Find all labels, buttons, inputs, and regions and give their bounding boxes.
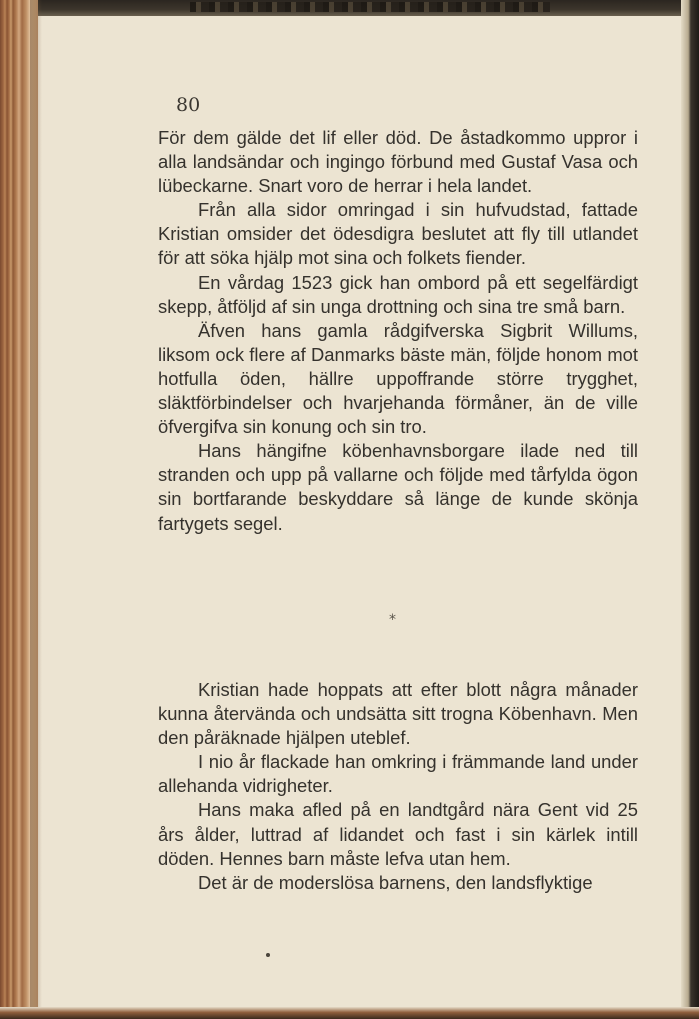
gutter-shadow [30, 0, 42, 1019]
paragraph: Kristian hade hoppats att efter blott några månader kunna återvända och undsätta sitt trogna Köbenhavn. Men den påräknade hjälpen uteblef. [158, 679, 638, 749]
text-section-1 [158, 126, 638, 536]
bottom-page-edge [0, 1007, 699, 1019]
paragraph: En vårdag 1523 gick han ombord på ett segelfärdigt skepp, åtföljd af sin unga drottning och sina tre små barn. [158, 271, 638, 317]
text-section-2 [158, 678, 638, 895]
paper-speck [266, 953, 270, 957]
binding-texture [190, 2, 550, 12]
paragraph: Från alla sidor omringad i sin hufvudstad, fattade Kristian omsider det ödesdigra beslutet att fly till utlandet för att söka hjälp mot sina och folkets fiender. [158, 199, 638, 269]
paragraph: I nio år flackade han omkring i främmande land under allehanda vidrigheter. [158, 751, 638, 797]
top-binding-edge [0, 0, 699, 16]
paragraph: Äfven hans gamla rådgifverska Sigbrit Willums, liksom ock flere af Danmarks bäste män, följde honom mot hotfulla öden, hällre uppoffrande större trygghet, släktförbindelser och hvarjehanda förmåner, än de ville öfvergifva sin konung och sin tro. [158, 319, 638, 438]
page-number: 80 [176, 94, 201, 116]
paragraph: Hans maka afled på en landtgård nära Gent vid 25 års ålder, luttrad af lidandet och fast i sin kärlek intill döden. Hennes barn måste lefva utan hem. [158, 799, 638, 869]
paragraph: För dem gälde det lif eller död. De åstadkommo uppror i alla landsändar och ingingo förbund med Gustaf Vasa och lübeckarne. Snart voro de herrar i hela landet. [158, 127, 638, 197]
paragraph: Det är de moderslösa barnens, den landsflyktige [198, 871, 593, 893]
section-separator: * [389, 612, 396, 628]
right-page-edge [681, 0, 699, 1019]
paragraph: Hans hängifne köbenhavnsborgare ilade ned till stranden och upp på vallarne och följde med tårfylda ögon sin bortfarande beskyddare så länge de kunde skönja fartygets segel. [158, 440, 638, 534]
